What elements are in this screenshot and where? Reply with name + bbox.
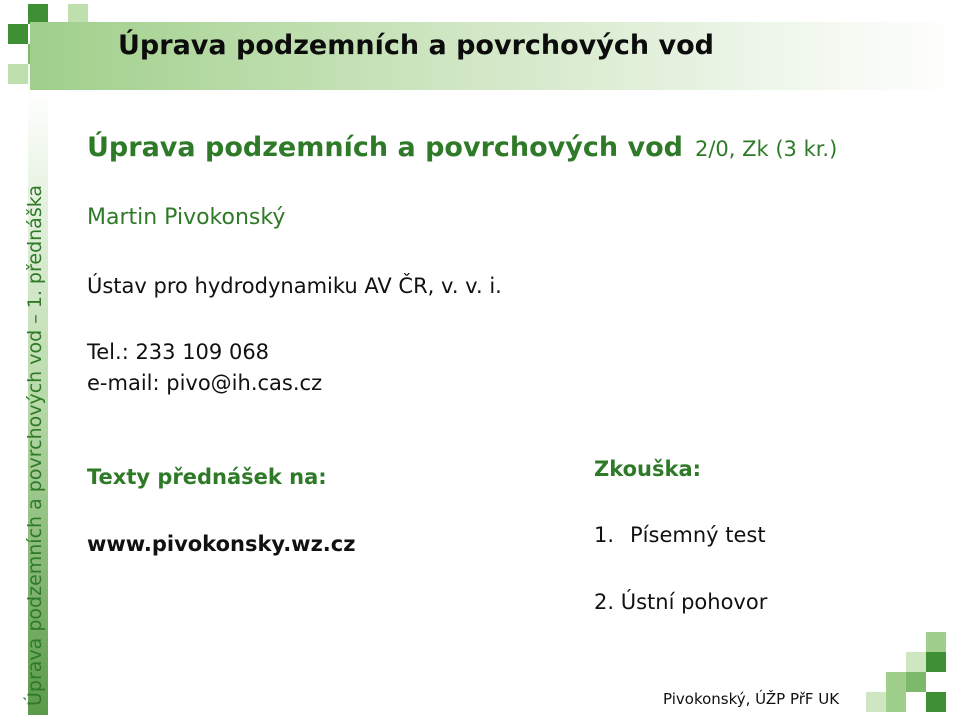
exam-item-written	[594, 523, 766, 547]
exam-heading: Zkouška:	[594, 457, 702, 481]
exam-item-number: 1.	[594, 523, 615, 547]
decor-square	[926, 692, 946, 712]
decor-square	[906, 672, 926, 692]
course-title	[87, 132, 837, 163]
exam-item-oral: 2. Ústní pohovor	[594, 590, 768, 614]
decor-square	[866, 692, 886, 712]
exam-item-text: Písemný test	[630, 523, 766, 547]
course-meta: 2/0, Zk (3 kr.)	[694, 137, 838, 161]
sidebar-vertical-label	[0, 0, 46, 715]
course-name: Úprava podzemních a povrchových vod	[87, 132, 683, 163]
lectures-heading: Texty přednášek na:	[87, 465, 327, 489]
footer-credit: Pivokonský, ÚŽP PřF UK	[663, 690, 840, 708]
contact-tel: Tel.: 233 109 068	[87, 340, 270, 364]
decor-square	[28, 4, 48, 24]
decor-square	[886, 692, 906, 712]
decor-square	[926, 652, 946, 672]
decor-square	[926, 632, 946, 652]
author-name: Martin Pivokonský	[87, 205, 286, 230]
lectures-url[interactable]: www.pivokonsky.wz.cz	[87, 532, 356, 556]
decor-square	[68, 4, 88, 24]
institute-name: Ústav pro hydrodynamiku AV ČR, v. v. i.	[87, 274, 502, 298]
sidebar-vertical-text: Úprava podzemních a povrchových vod – 1. přednáška	[24, 184, 46, 706]
header-title: Úprava podzemních a povrchových vod	[118, 30, 714, 61]
decor-square	[886, 672, 906, 692]
contact-email: e-mail: pivo@ih.cas.cz	[87, 371, 323, 395]
decor-square	[906, 652, 926, 672]
